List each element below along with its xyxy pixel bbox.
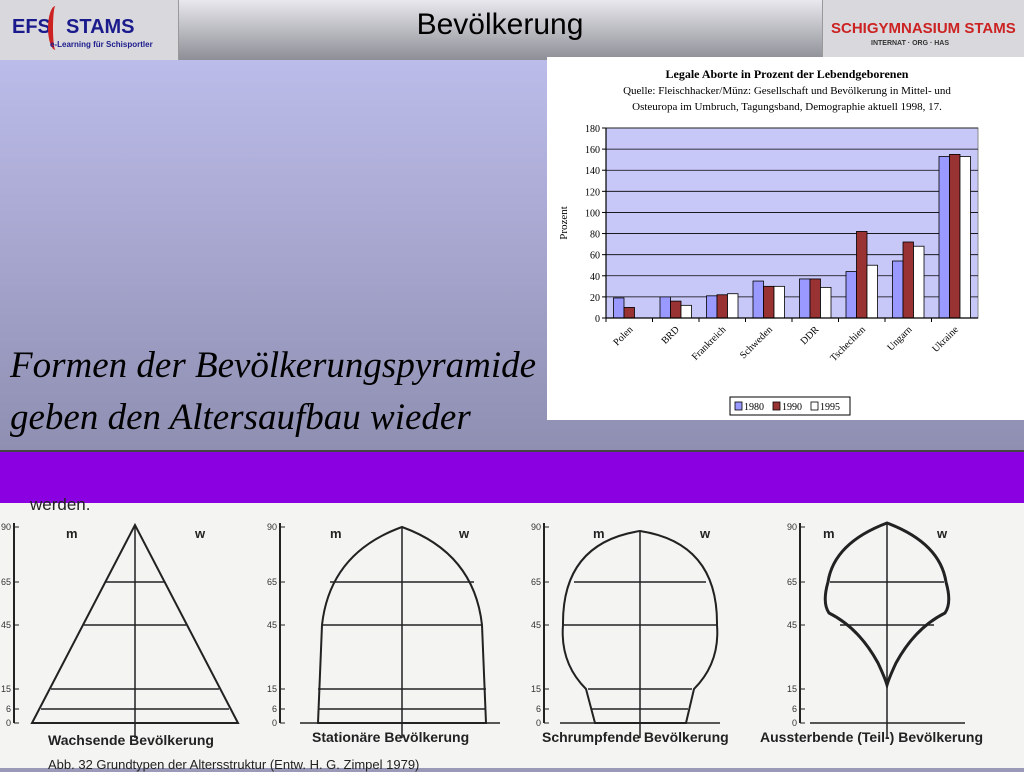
- age-tick-label: 0: [5, 718, 11, 728]
- age-tick-label: 65: [0, 577, 11, 587]
- slide-heading: [10, 340, 710, 444]
- age-tick-label: 90: [0, 522, 11, 532]
- y-tick-label: 60: [590, 250, 600, 262]
- bar-1990-DDR: [810, 279, 821, 318]
- y-tick-label: 100: [585, 208, 600, 220]
- age-tick-label: 6: [271, 704, 277, 714]
- sex-label-w: w: [459, 526, 470, 541]
- age-tick-label: 0: [791, 718, 797, 728]
- bar-1980-Tschechien: [846, 272, 857, 318]
- x-tick-label: Ungarn: [885, 324, 915, 354]
- bar-1995-Ukraine: [960, 157, 971, 319]
- x-tick-label: Ukraine: [930, 324, 961, 355]
- sex-label-m: m: [823, 526, 835, 541]
- efs-stams-logo: [0, 0, 179, 60]
- pyramid-growing: [14, 523, 238, 738]
- logo-tagline: e-Learning für Schisportler: [50, 40, 153, 49]
- bar-1995-Frankreich: [728, 294, 739, 318]
- purple-band: [0, 450, 1024, 507]
- bar-1980-DDR: [800, 279, 811, 318]
- logo-right-tagline: INTERNAT · ORG · HAS: [871, 40, 950, 47]
- age-tick-label: 6: [535, 704, 541, 714]
- age-tick-label: 15: [0, 684, 11, 694]
- x-tick-label: DDR: [798, 324, 822, 348]
- y-tick-label: 160: [585, 145, 600, 157]
- y-tick-label: 120: [585, 187, 600, 199]
- bar-1990-Polen: [624, 307, 635, 318]
- y-tick-label: 40: [590, 271, 600, 283]
- pyramid-label-stationary: Stationäre Bevölkerung: [312, 729, 470, 745]
- chart-subtitle-1: Quelle: Fleischhacker/Münz: Gesellschaft und Bevölkerung in Mittel- und: [623, 85, 951, 97]
- pyramid-stationary: [280, 523, 500, 738]
- sex-label-m: m: [66, 526, 78, 541]
- y-tick-label: 80: [590, 229, 600, 241]
- chart-title: Legale Aborte in Prozent der Lebendgeborenen: [665, 67, 909, 81]
- legend-label-1980: 1980: [744, 402, 764, 413]
- bar-1990-Ungarn: [903, 242, 914, 318]
- y-tick-label: 140: [585, 166, 600, 178]
- age-tick-label: 65: [530, 577, 541, 587]
- schigymnasium-logo: [822, 0, 1024, 60]
- bar-1990-Frankreich: [717, 295, 728, 318]
- pyramid-label-dying: Aussterbende (Teil-) Bevölkerung: [760, 729, 984, 745]
- pyramid-shrinking: [544, 523, 720, 738]
- scan-top-text: werden.: [30, 495, 91, 514]
- y-tick-label: 20: [590, 292, 600, 304]
- age-tick-label: 90: [786, 522, 797, 532]
- bar-1995-Ungarn: [914, 246, 925, 318]
- chart-subtitle-2: Osteuropa im Umbruch, Tagungsband, Demographie aktuell 1998, 17.: [632, 101, 942, 113]
- age-tick-label: 15: [266, 684, 277, 694]
- age-tick-label: 65: [786, 577, 797, 587]
- bar-1980-Ungarn: [893, 261, 904, 318]
- bar-1990-Tschechien: [857, 231, 868, 318]
- bar-1990-BRD: [671, 301, 682, 318]
- x-tick-label: Frankreich: [689, 324, 729, 363]
- age-tick-label: 0: [535, 718, 541, 728]
- sex-label-m: m: [330, 526, 342, 541]
- age-tick-label: 65: [266, 577, 277, 587]
- legend-swatch-1995: [811, 402, 818, 410]
- pyramid-label-growing: Wachsende Bevölkerung: [48, 732, 214, 748]
- x-tick-label: Schweden: [738, 324, 775, 362]
- pyramid-dying: [800, 523, 965, 738]
- sex-label-w: w: [700, 526, 711, 541]
- age-tick-label: 6: [5, 704, 11, 714]
- y-tick-label: 180: [585, 124, 600, 135]
- bar-1980-BRD: [660, 297, 671, 318]
- logo-brand: EFS: [12, 16, 51, 38]
- age-tick-label: 90: [266, 522, 277, 532]
- header-bar: [0, 0, 1024, 60]
- x-tick-label: Polen: [611, 324, 636, 349]
- age-tick-label: 90: [530, 522, 541, 532]
- bar-1980-Ukraine: [939, 157, 950, 319]
- logo-right-name: SCHIGYMNASIUM STAMS: [831, 20, 1016, 37]
- age-tick-label: 15: [530, 684, 541, 694]
- bar-1995-Tschechien: [867, 265, 878, 318]
- sex-label-m: m: [593, 526, 605, 541]
- heading-line-2: geben den Altersaufbau wieder: [10, 397, 471, 438]
- y-axis-label: Prozent: [558, 206, 570, 240]
- bar-1980-Polen: [614, 298, 625, 318]
- pyramid-label-shrinking: Schrumpfende Bevölkerung: [542, 729, 729, 745]
- legend-label-1995: 1995: [820, 402, 840, 413]
- age-tick-label: 45: [786, 620, 797, 630]
- legend-label-1990: 1990: [782, 402, 802, 413]
- legend-swatch-1990: [773, 402, 780, 410]
- age-tick-label: 45: [530, 620, 541, 630]
- age-tick-label: 6: [791, 704, 797, 714]
- logo-name: STAMS: [66, 16, 135, 38]
- bar-1990-Schweden: [764, 286, 775, 318]
- bar-1995-Schweden: [774, 286, 785, 318]
- legend-swatch-1980: [735, 402, 742, 410]
- pyramid-scan: [0, 495, 1024, 772]
- figure-caption: Abb. 32 Grundtypen der Altersstruktur (Entw. H. G. Zimpel 1979): [48, 757, 420, 772]
- sex-label-w: w: [195, 526, 206, 541]
- bar-1995-BRD: [681, 305, 692, 318]
- age-tick-label: 45: [266, 620, 277, 630]
- age-tick-label: 0: [271, 718, 277, 728]
- sex-label-w: w: [937, 526, 948, 541]
- x-tick-label: Tschechien: [828, 324, 868, 364]
- page-title: Bevölkerung: [416, 8, 584, 41]
- age-tick-label: 15: [786, 684, 797, 694]
- heading-line-1: Formen der Bevölkerungspyramide: [10, 345, 537, 386]
- bar-1995-DDR: [821, 287, 832, 318]
- y-tick-label: 0: [595, 314, 600, 325]
- x-tick-label: BRD: [659, 324, 682, 347]
- bar-1990-Ukraine: [950, 154, 961, 318]
- bar-1980-Frankreich: [707, 296, 718, 318]
- age-tick-label: 45: [0, 620, 11, 630]
- bar-1980-Schweden: [753, 281, 764, 318]
